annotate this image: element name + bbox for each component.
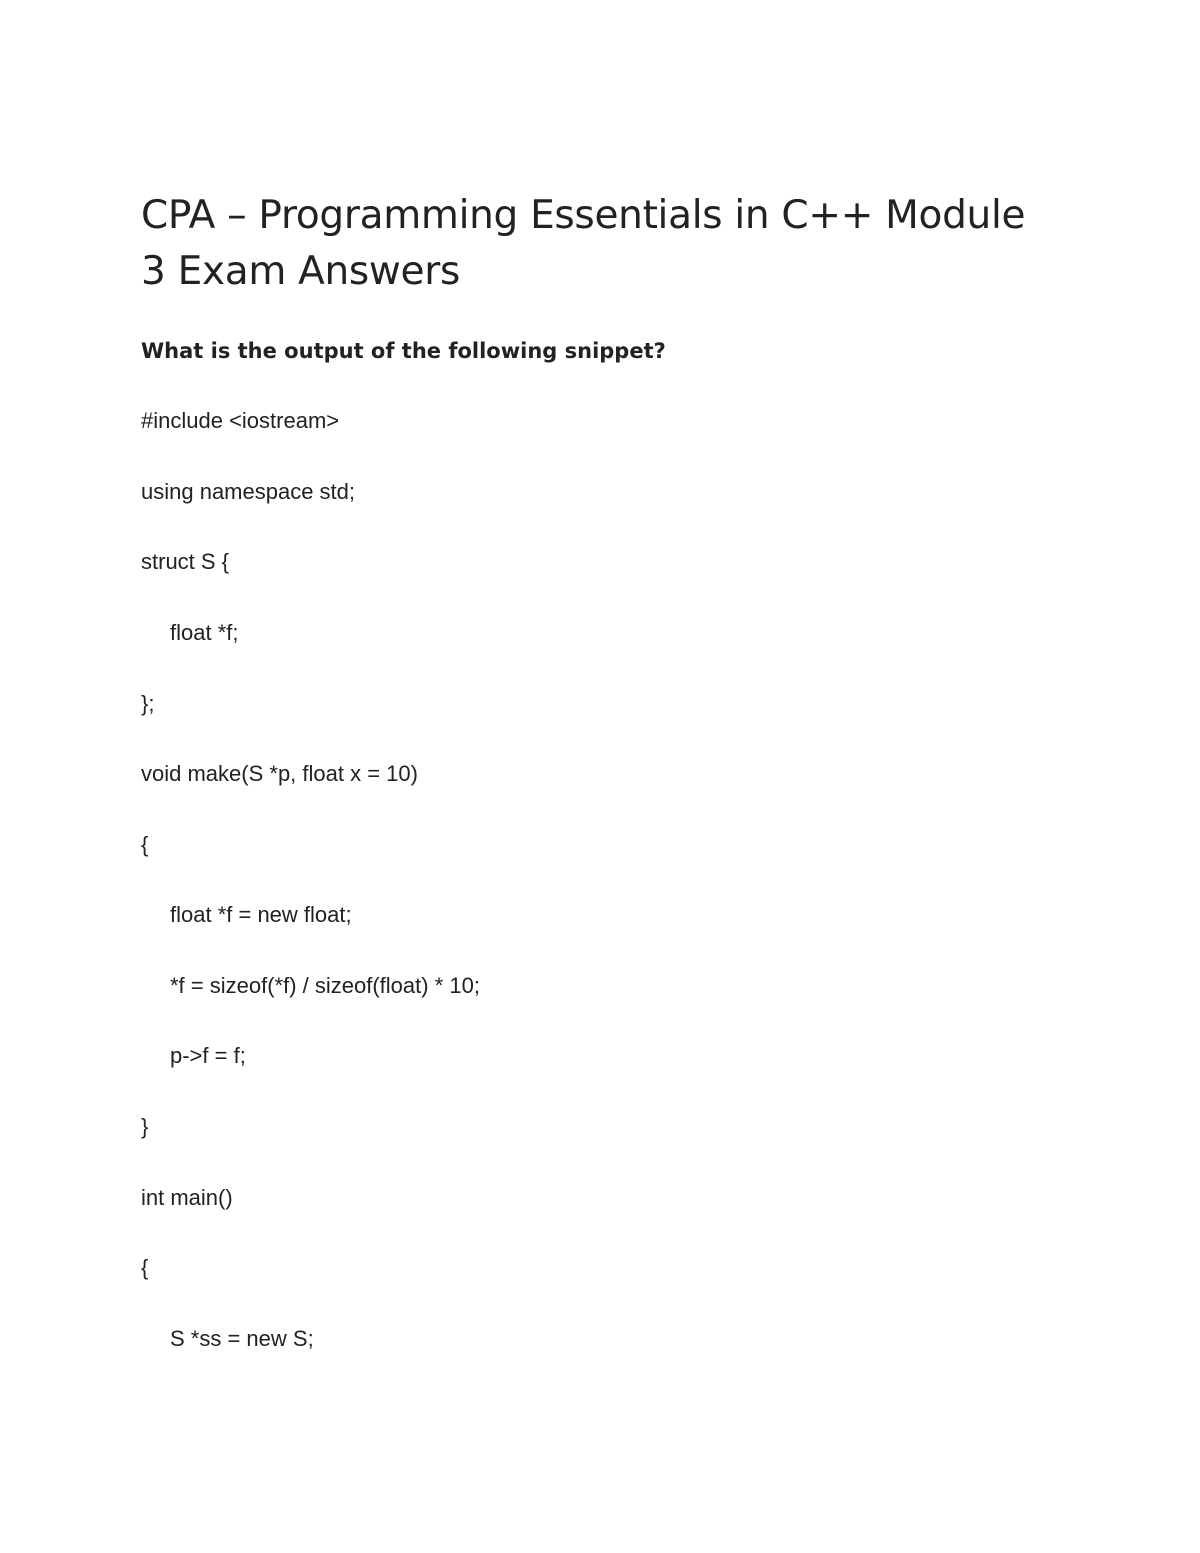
code-line: {	[141, 832, 149, 857]
code-line: {	[141, 1255, 149, 1280]
code-line: using namespace std;	[141, 479, 356, 504]
code-line: p->f = f;	[170, 1043, 246, 1068]
question-text: What is the output of the following snippet?	[141, 339, 666, 363]
code-line: };	[141, 691, 155, 716]
code-line: S *ss = new S;	[170, 1326, 314, 1351]
code-line: void make(S *p, float x = 10)	[141, 761, 418, 786]
page-title: CPA – Programming Essentials in C++ Module 3 Exam Answers	[141, 193, 1026, 294]
code-line: float *f;	[170, 620, 239, 645]
code-line: struct S {	[141, 549, 230, 574]
code-line: int main()	[141, 1185, 233, 1210]
code-line: }	[141, 1114, 149, 1139]
code-line: #include <iostream>	[141, 408, 340, 433]
code-line: float *f = new float;	[170, 902, 352, 927]
code-line: *f = sizeof(*f) / sizeof(float) * 10;	[170, 973, 480, 998]
